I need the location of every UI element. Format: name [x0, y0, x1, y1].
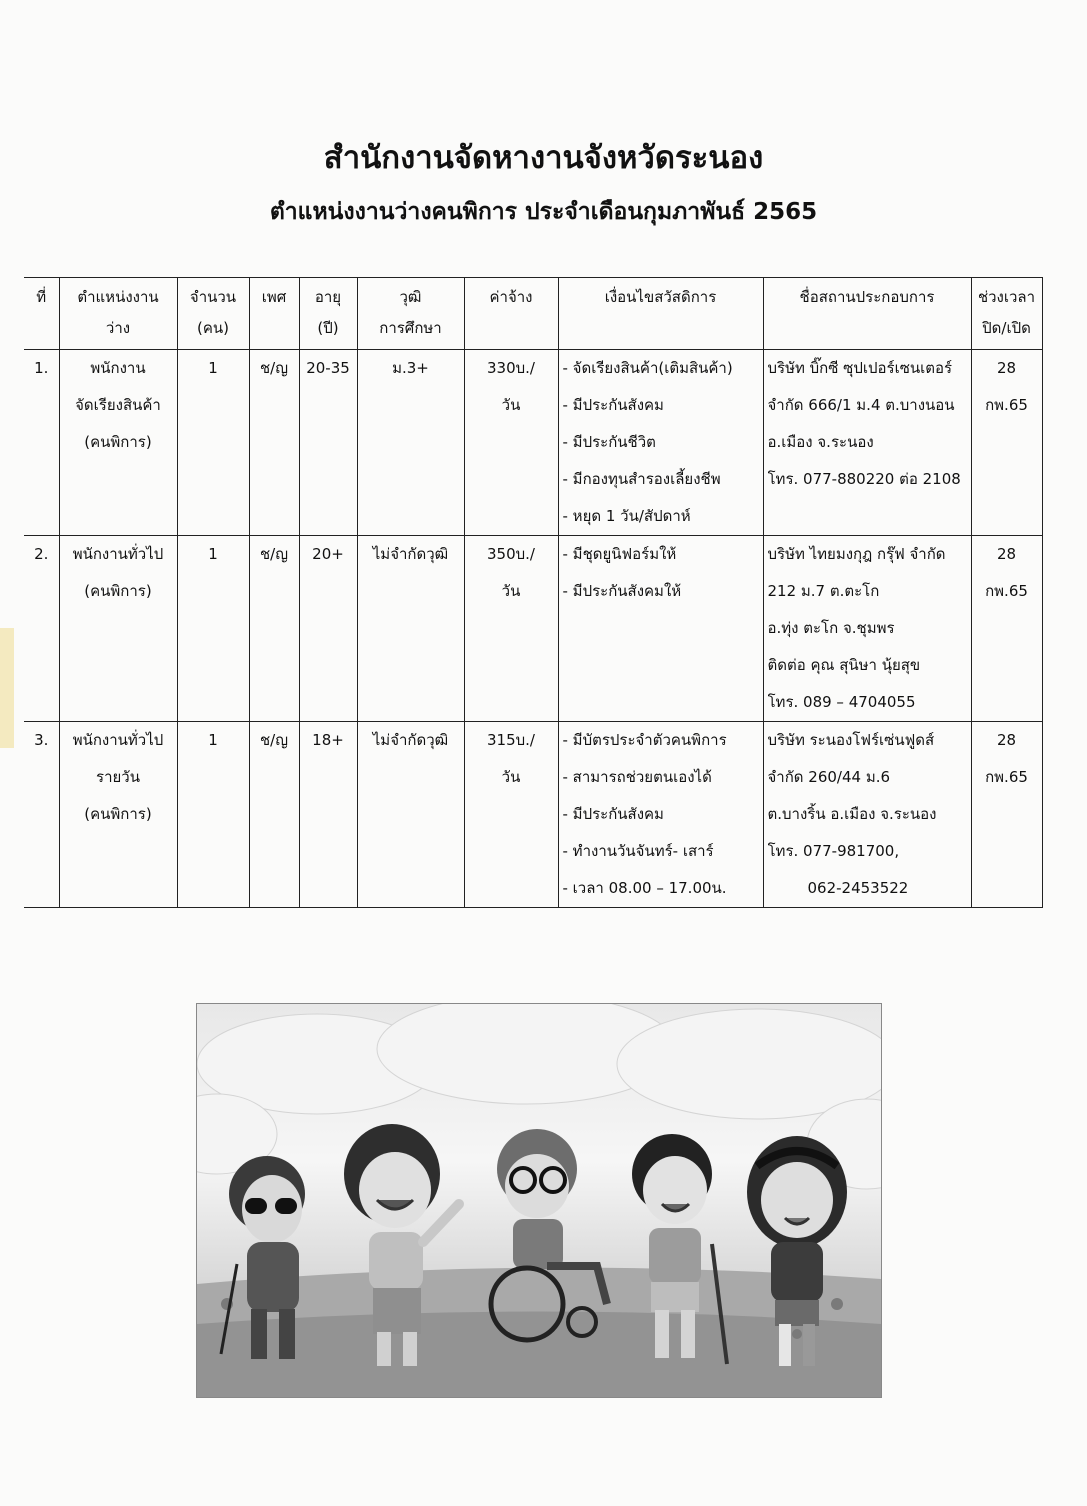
page-title: สำนักงานจัดหางานจังหวัดระนอง: [323, 140, 764, 176]
header-education: วุฒิ การศึกษา: [357, 278, 464, 350]
row-count: 1: [177, 722, 249, 908]
header-age: อายุ (ปี): [299, 278, 357, 350]
header-employer: ชื่อสถานประกอบการ: [763, 278, 971, 350]
row-education: ม.3+: [357, 350, 464, 536]
row-position: พนักงานทั่วไป (คนพิการ): [59, 536, 177, 722]
table-row: [24, 722, 1042, 908]
row-position: พนักงาน จัดเรียงสินค้า (คนพิการ): [59, 350, 177, 536]
row-sex: ช/ญ: [249, 536, 299, 722]
row-count: 1: [177, 350, 249, 536]
job-vacancy-table: [24, 277, 1043, 908]
row-sex: ช/ญ: [249, 350, 299, 536]
row-no: 2.: [24, 536, 59, 722]
paper-stain: [0, 628, 14, 748]
header-sex: เพศ: [249, 278, 299, 350]
row-period: 28 กพ.65: [971, 350, 1042, 536]
row-wage: 330บ./ วัน: [464, 350, 558, 536]
row-education: ไม่จำกัดวุฒิ: [357, 722, 464, 908]
header-period: ช่วงเวลา ปิด/เปิด: [971, 278, 1042, 350]
row-welfare: - มีชุดยูนิฟอร์มให้ - มีประกันสังคมให้: [558, 536, 763, 722]
row-welfare: - จัดเรียงสินค้า(เติมสินค้า) - มีประกันสังคม - มีประกันชีวิต - มีกองทุนสำรองเลี้ยงชีพ - หยุด 1 วัน/สัปดาห์: [558, 350, 763, 536]
header-welfare: เงื่อนไขสวัสดิการ: [558, 278, 763, 350]
row-welfare: - มีบัตรประจำตัวคนพิการ - สามารถช่วยตนเองได้ - มีประกันสังคม - ทำงานวันจันทร์- เสาร์ - เวลา 08.00 – 17.00น.: [558, 722, 763, 908]
table-row: [24, 536, 1042, 722]
row-education: ไม่จำกัดวุฒิ: [357, 536, 464, 722]
row-count: 1: [177, 536, 249, 722]
row-period: 28 กพ.65: [971, 722, 1042, 908]
row-employer: บริษัท ไทยมงกุฎ กรุ๊ฟ จำกัด 212 ม.7 ต.ตะโก อ.ทุ่ง ตะโก จ.ชุมพร ติดต่อ คุณ สุนิษา นุ้ยสุข โทร. 089 – 4704055: [763, 536, 971, 722]
row-employer: บริษัท บิ๊กซี ซุปเปอร์เซนเตอร์ จำกัด 666/1 ม.4 ต.บางนอน อ.เมือง จ.ระนอง โทร. 077-880220 ต่อ 2108: [763, 350, 971, 536]
header-no: ที่: [24, 278, 59, 350]
header-position: ตำแหน่งงาน ว่าง: [59, 278, 177, 350]
header-wage: ค่าจ้าง: [464, 278, 558, 350]
table-header-row: [24, 278, 1042, 350]
row-employer: บริษัท ระนองโฟร์เซ่นฟูดส์ จำกัด 260/44 ม.6 ต.บางริ้น อ.เมือง จ.ระนอง โทร. 077-981700, 062-2453522: [763, 722, 971, 908]
row-sex: ช/ญ: [249, 722, 299, 908]
row-age: 20+: [299, 536, 357, 722]
row-wage: 350บ./ วัน: [464, 536, 558, 722]
children-illustration: [196, 1003, 882, 1398]
row-wage: 315บ./ วัน: [464, 722, 558, 908]
header-count: จำนวน (คน): [177, 278, 249, 350]
page-subtitle: ตำแหน่งงานว่างคนพิการ ประจำเดือนกุมภาพันธ์ 2565: [269, 199, 818, 225]
row-position: พนักงานทั่วไป รายวัน (คนพิการ): [59, 722, 177, 908]
row-no: 1.: [24, 350, 59, 536]
row-no: 3.: [24, 722, 59, 908]
row-age: 20-35: [299, 350, 357, 536]
row-age: 18+: [299, 722, 357, 908]
table-row: [24, 350, 1042, 536]
row-period: 28 กพ.65: [971, 536, 1042, 722]
